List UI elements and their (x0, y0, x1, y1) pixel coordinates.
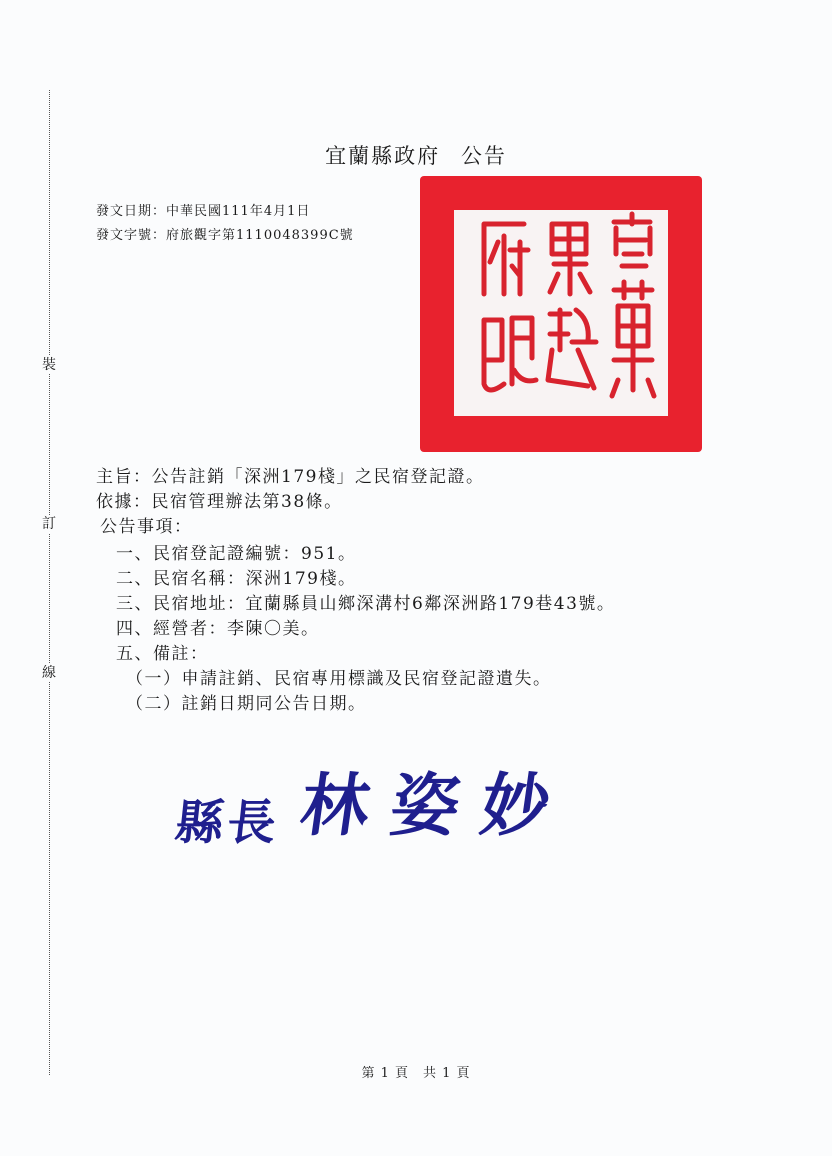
page-number: 第 1 頁 共 1 頁 (361, 1066, 471, 1081)
note-two: （二）註銷日期同公告日期。 (126, 694, 367, 714)
binding-char-zhuang: 裝 (38, 356, 60, 374)
page-title (0, 140, 832, 170)
title-type: 公告 (460, 144, 507, 168)
seal-inner-field (454, 210, 668, 416)
binding-dotted-line (49, 90, 50, 1075)
item-license-number: 一、民宿登記證編號：951。 (116, 544, 357, 564)
item-operator: 四、經營者：李陳〇美。 (116, 619, 320, 639)
signature (172, 752, 577, 852)
item-remarks: 五、備註： (116, 644, 209, 664)
item-homestay-address: 三、民宿地址：宜蘭縣員山鄉深溝村6鄰深洲路179巷43號。 (116, 594, 616, 614)
official-seal (420, 176, 702, 452)
doc-number: 發文字號：府旅觀字第1110048399C號 (96, 228, 354, 243)
binding-char-xian: 線 (38, 664, 60, 682)
basis-line: 依據：民宿管理辦法第38條。 (96, 492, 343, 512)
issue-date: 發文日期：中華民國111年4月1日 (96, 204, 311, 219)
title-org: 宜蘭縣政府 (325, 144, 441, 168)
items-heading: 公告事項： (100, 517, 193, 537)
signature-title: 縣長 (172, 795, 283, 851)
item-homestay-name: 二、民宿名稱：深洲179棧。 (116, 569, 357, 589)
binding-char-ding: 訂 (38, 515, 60, 533)
note-one: （一）申請註銷、民宿專用標識及民宿登記證遺失。 (126, 669, 552, 689)
seal-glyphs-icon (454, 210, 668, 416)
subject-line: 主旨：公告註銷「深洲179棧」之民宿登記證。 (96, 467, 485, 487)
signature-name: 林姿妙 (295, 766, 577, 846)
